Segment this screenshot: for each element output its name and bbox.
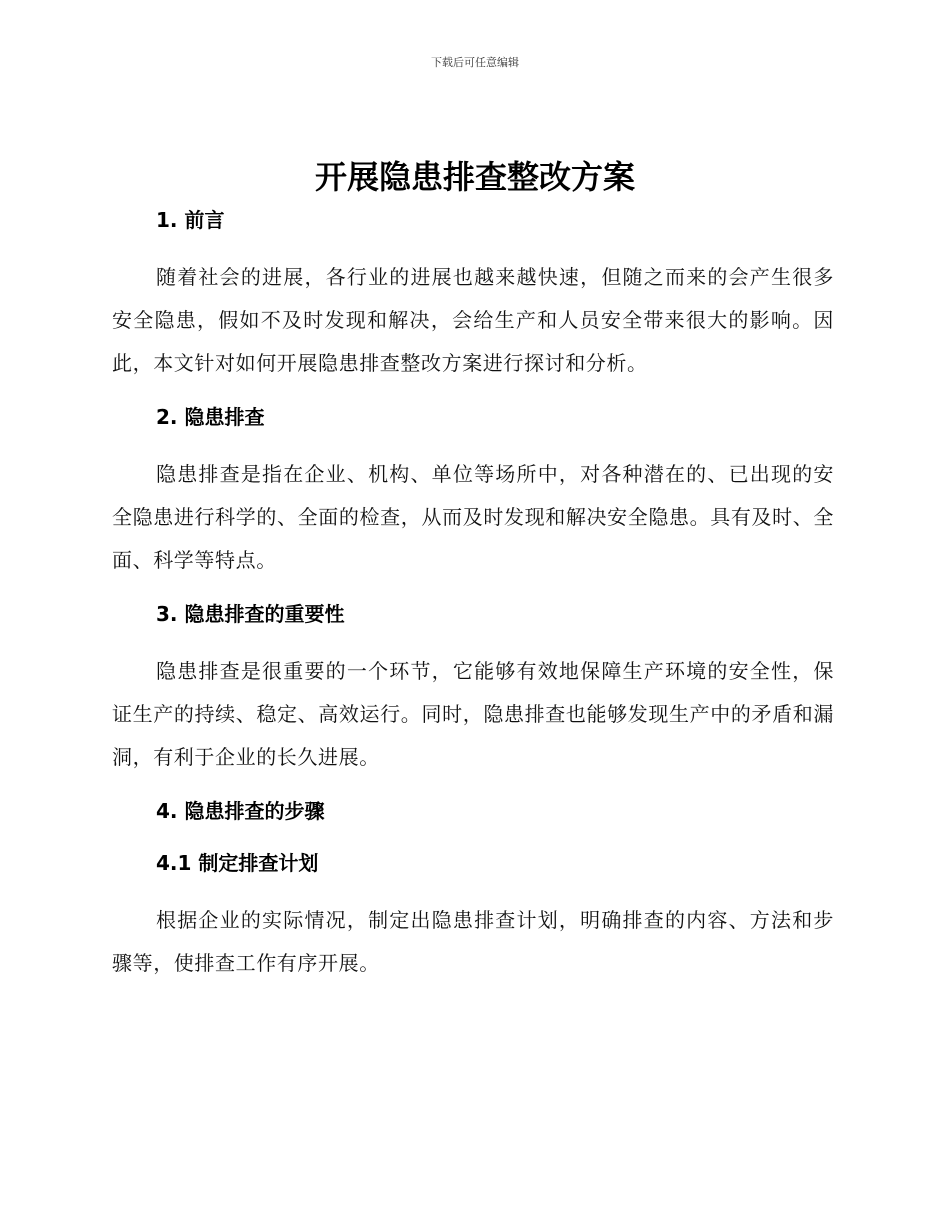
section-paragraph: 隐患排查是指在企业、机构、单位等场所中，对各种潜在的、已出现的安全隐患进行科学的、全面的检查，从而及时发现和解决安全隐患。具有及时、全面、科学等特点。 bbox=[112, 462, 834, 572]
section-paragraph: 根据企业的实际情况，制定出隐患排查计划，明确排查的内容、方法和步骤等，使排查工作有序开展。 bbox=[112, 908, 834, 975]
header-note: 下载后可任意编辑 bbox=[431, 56, 519, 69]
section-preface bbox=[112, 204, 834, 385]
section-heading: 2. 隐患排查 bbox=[156, 405, 265, 429]
document-title: 开展隐患排查整改方案 bbox=[314, 158, 635, 196]
section-paragraph: 隐患排查是很重要的一个环节，它能够有效地保障生产环境的安全性，保证生产的持续、稳定、高效运行。同时，隐患排查也能够发现生产中的矛盾和漏洞，有利于企业的长久进展。 bbox=[112, 659, 834, 769]
section-importance bbox=[112, 598, 834, 779]
section-paragraph: 随着社会的进展，各行业的进展也越来越快速，但随之而来的会产生很多安全隐患，假如不及时发现和解决，会给生产和人员安全带来很大的影响。因此，本文针对如何开展隐患排查整改方案进行探讨和分析。 bbox=[112, 265, 834, 375]
section-steps bbox=[112, 795, 834, 827]
section-heading: 3. 隐患排查的重要性 bbox=[156, 602, 345, 626]
section-heading: 1. 前言 bbox=[156, 208, 225, 232]
section-heading: 4. 隐患排查的步骤 bbox=[156, 799, 325, 823]
section-plan bbox=[112, 847, 834, 985]
subsection-heading: 4.1 制定排查计划 bbox=[156, 851, 319, 875]
document-body bbox=[112, 204, 834, 985]
section-hazard-inspection bbox=[112, 401, 834, 582]
